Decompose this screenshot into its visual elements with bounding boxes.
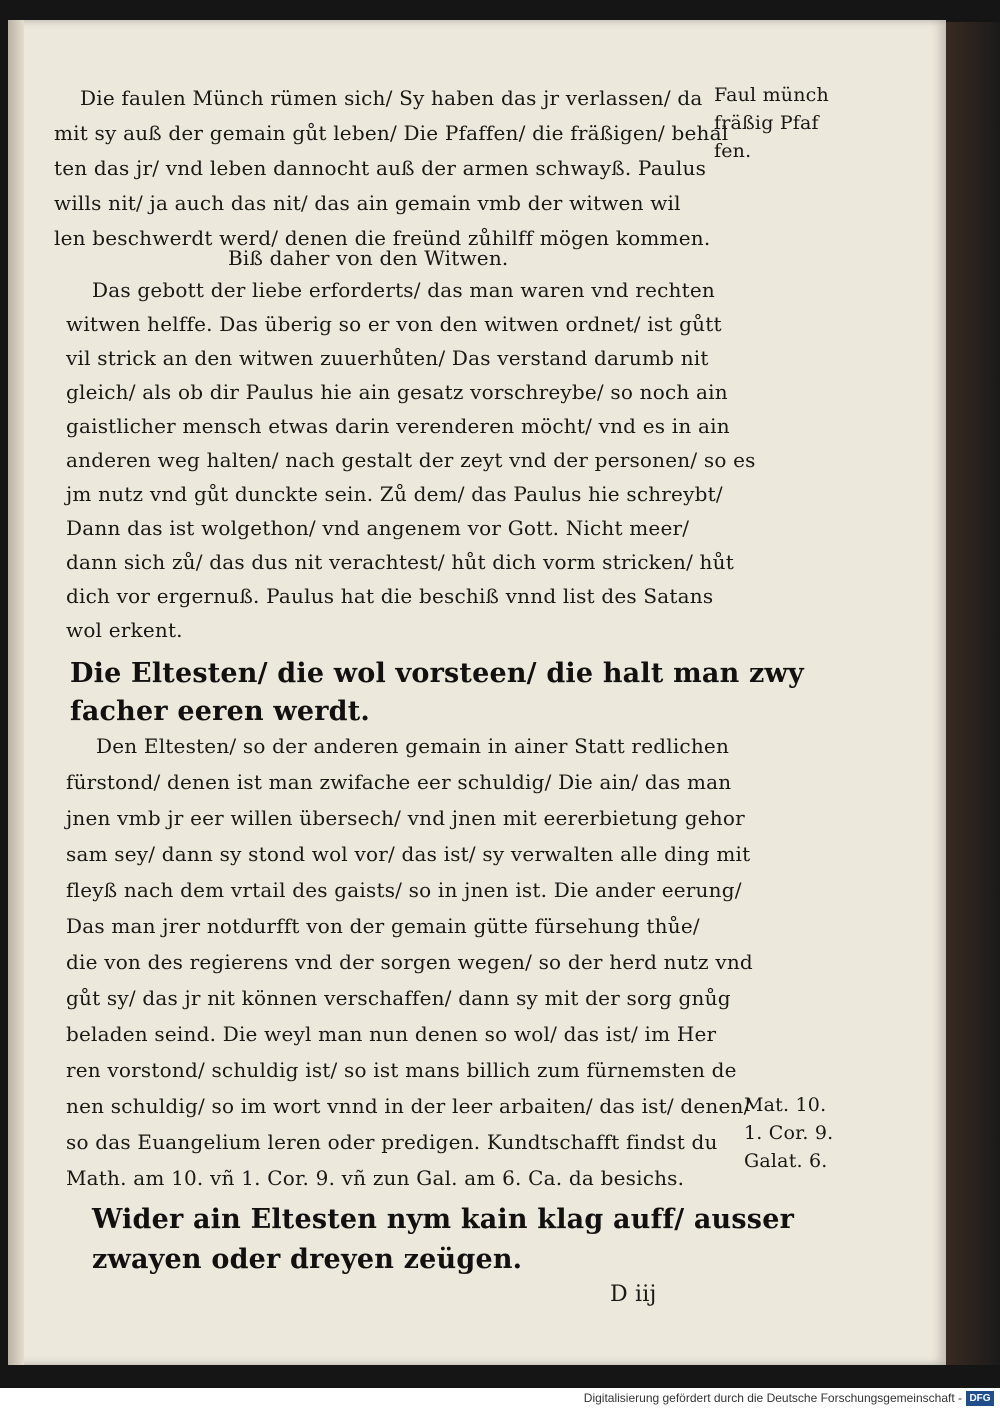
funding-notice: Digitalisierung gefördert durch die Deutsche Forschungsgemeinschaft - — [583, 1391, 962, 1405]
body-line: wol erkent. — [66, 618, 183, 642]
body-line: anderen weg halten/ nach gestalt der zeyt vnd der personen/ so es — [66, 448, 756, 472]
body-line: Das gebott der liebe erforderts/ das man waren vnd rechten — [92, 278, 715, 302]
dfg-logo: DFG — [966, 1391, 994, 1406]
body-line: gůt sy/ das jr nit können verschaffen/ dann sy mit der sorg gnůg — [66, 986, 731, 1010]
body-line: dich vor ergernuß. Paulus hat die beschiß vnnd list des Satans — [66, 584, 714, 608]
body-line: gleich/ als ob dir Paulus hie ain gesatz vorschreybe/ so noch ain — [66, 380, 728, 404]
body-line: jm nutz vnd gůt dunckte sein. Zů dem/ das Paulus hie schreybt/ — [66, 482, 723, 506]
page-gutter-edge — [8, 20, 24, 1365]
body-line: Dann das ist wolgethon/ vnd angenem vor Gott. Nicht meer/ — [66, 516, 690, 540]
book-page — [8, 20, 946, 1365]
signature-mark: D iij — [610, 1282, 657, 1307]
section-heading: Wider ain Eltesten nym kain klag auff/ ausser — [92, 1204, 794, 1235]
body-line: so das Euangelium leren oder predigen. Kundtschafft findst du — [66, 1130, 718, 1154]
body-line: Die faulen Münch rümen sich/ Sy haben das jr verlassen/ da — [80, 86, 703, 110]
body-line: wills nit/ ja auch das nit/ das ain gemain vmb der witwen wil — [54, 191, 681, 215]
book-binding-edge — [946, 22, 1000, 1365]
body-line: jnen vmb jr eer willen übersech/ vnd jnen mit eererbietung gehor — [66, 806, 745, 830]
section-heading: facher eeren werdt. — [70, 696, 370, 727]
body-line: beladen seind. Die weyl man nun denen so wol/ das ist/ im Her — [66, 1022, 717, 1046]
footer-bar — [0, 1388, 1000, 1410]
body-line: ten das jr/ vnd leben dannocht auß der armen schwayß. Paulus — [54, 156, 707, 180]
body-line: Math. am 10. vñ 1. Cor. 9. vñ zun Gal. am 6. Ca. da besichs. — [66, 1166, 685, 1190]
section-heading: Die Eltesten/ die wol vorsteen/ die halt man zwy — [70, 658, 804, 689]
body-line: die von des regierens vnd der sorgen wegen/ so der herd nutz vnd — [66, 950, 753, 974]
body-line: len beschwerdt werd/ denen die freünd zůhilff mögen kommen. — [54, 226, 711, 250]
margin-note: fen. — [714, 140, 752, 162]
margin-note: 1. Cor. 9. — [744, 1122, 834, 1144]
section-heading: zwayen oder dreyen zeügen. — [92, 1244, 523, 1275]
margin-note: Mat. 10. — [744, 1094, 827, 1116]
body-line: Das man jrer notdurfft von der gemain gütte fürsehung thůe/ — [66, 914, 700, 938]
body-line: gaistlicher mensch etwas darin verenderen möcht/ vnd es in ain — [66, 414, 730, 438]
margin-note: fräßig Pfaf — [714, 112, 819, 134]
margin-note: Galat. 6. — [744, 1150, 828, 1172]
body-line: sam sey/ dann sy stond wol vor/ das ist/ sy verwalten alle ding mit — [66, 842, 751, 866]
body-line: vil strick an den witwen zuuerhůten/ Das verstand darumb nit — [66, 346, 709, 370]
margin-note: Faul münch — [714, 84, 829, 106]
body-line: nen schuldig/ so im wort vnnd in der leer arbaiten/ das ist/ denen/ — [66, 1094, 751, 1118]
body-line: dann sich zů/ das dus nit verachtest/ hůt dich vorm stricken/ hůt — [66, 550, 734, 574]
body-line: witwen helffe. Das überig so er von den witwen ordnet/ ist gůtt — [66, 312, 722, 336]
section-caption: Biß daher von den Witwen. — [228, 246, 509, 270]
body-line: mit sy auß der gemain gůt leben/ Die Pfaffen/ die fräßigen/ behal — [54, 121, 729, 145]
body-line: ren vorstond/ schuldig ist/ so ist mans billich zum fürnemsten de — [66, 1058, 737, 1082]
body-line: Den Eltesten/ so der anderen gemain in ainer Statt redlichen — [96, 734, 730, 758]
body-line: fürstond/ denen ist man zwifache eer schuldig/ Die ain/ das man — [66, 770, 732, 794]
body-line: fleyß nach dem vrtail des gaists/ so in jnen ist. Die ander eerung/ — [66, 878, 742, 902]
